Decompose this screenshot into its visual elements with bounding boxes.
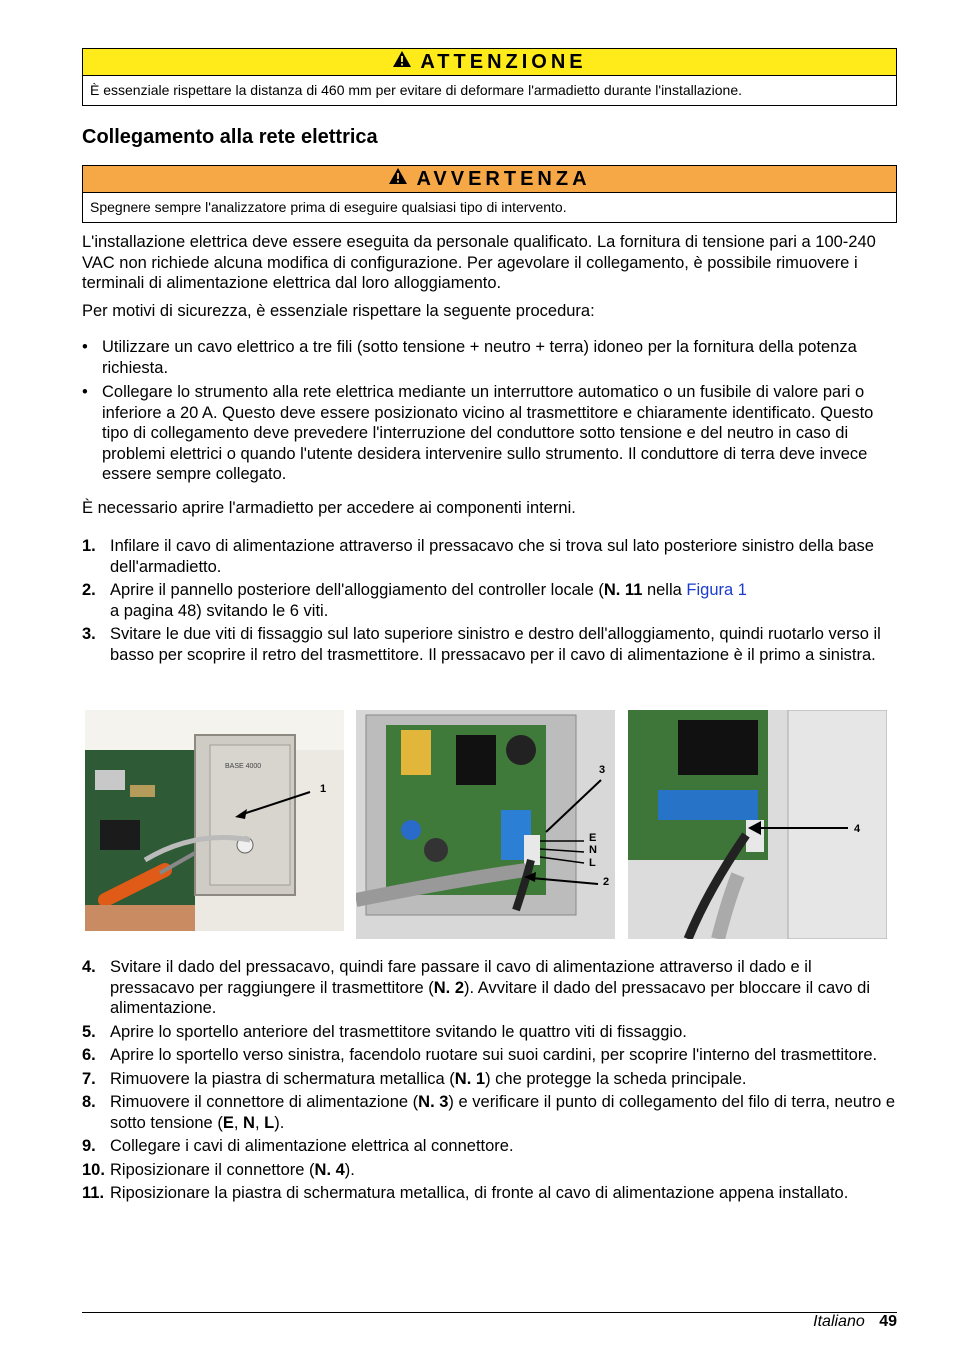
list-item: • Collegare lo strumento alla rete elettrica mediante un interruttore automatico o un fusibile di valore pari o inferiore a 20 A. Questo deve essere posizionato vicino al trasmettitore e chiaramente identificato. Questo tipo di collegamento deve prevedere l'interruzione del conduttore sotto tensione e del neutro in caso di problemi elettrici o quando l'utente desidera intervenire sullo strumento. Il conduttore di terra deve invece essere sempre collegato. [82,382,897,485]
callout-n: N [589,844,597,856]
list-item: • Utilizzare un cavo elettrico a tre fili (sotto tensione + neutro + terra) idoneo per la fornitura della potenza richiesta. [82,337,897,378]
list-item: 11. Riposizionare la piastra di schermatura metallica, di fronte al cavo di alimentazione appena installato. [82,1184,849,1202]
steps-list-a [82,536,897,668]
warning-triangle-icon [388,167,408,191]
caution-title: ATTENZIONE [420,50,587,73]
safety-list [82,337,897,489]
photo-power-connector [628,710,887,939]
footer [813,1313,897,1331]
safety-intro: Per motivi di sicurezza, è essenziale rispettare la seguente procedura: [82,302,595,320]
cabinet-note: È necessario aprire l'armadietto per accedere ai componenti interni. [82,499,576,517]
warning-header [83,166,896,193]
list-item: 2. Aprire il pannello posteriore dell'alloggiamento del controller locale (N. 11 nella Figura 1 a pagina 48) svitando le 6 viti. [82,581,747,620]
photo-controller-panel [85,710,344,931]
figure-link[interactable]: Figura 1 [686,581,747,599]
callout-4: 4 [854,823,861,835]
list-item: 3. Svitare le due viti di fissaggio sul lato superiore sinistro e destro dell'alloggiamento, quindi ruotarlo verso il basso per scoprire il retro del trasmettitore. Il pressacavo per il cavo di alimentazione è il primo a sinistra. [82,625,881,664]
callout-e: E [589,832,597,844]
warning-title: AVVERTENZA [416,167,591,190]
footer-language: Italiano [813,1313,865,1330]
warning-box [82,165,897,223]
warning-text: Spegnere sempre l'analizzatore prima di eseguire qualsiasi tipo di intervento. [90,199,567,215]
list-item: 4. Svitare il dado del pressacavo, quindi fare passare il cavo di alimentazione attraverso il dado e il pressacavo per raggiungere il trasmettitore (N. 2). Avvitare il dado del pressacavo per bloccare il cavo di alimentazione. [82,958,870,1017]
list-item: 8. Rimuovere il connettore di alimentazione (N. 3) e verificare il punto di collegamento del filo di terra, neutro e sotto tensione (E, N, L). [82,1093,896,1132]
callout-2: 2 [603,876,610,888]
list-item: 10. Riposizionare il connettore (N. 4). [82,1160,355,1179]
intro-paragraph: L'installazione elettrica deve essere eseguita da personale qualificato. La fornitura di tensione pari a 100-240 VAC non richiede alcuna modifica di configurazione. Per agevolare il collegamento, è possibile rimuovere i terminali di alimentazione elettrica dal loro alloggiamento. [82,233,876,292]
caution-box [82,48,897,106]
steps-list-b [82,957,897,1207]
caution-header [83,49,896,76]
list-item: 1. Infilare il cavo di alimentazione attraverso il pressacavo che si trova sul lato posteriore sinistro della base dell'armadietto. [82,537,874,576]
callout-3: 3 [599,764,606,776]
list-item: 6. Aprire lo sportello verso sinistra, facendolo ruotare sui suoi cardini, per scoprire l'interno del trasmettitore. [82,1046,878,1064]
footer-divider [82,1312,897,1313]
page-number: 49 [879,1313,897,1330]
list-item: 5. Aprire lo sportello anteriore del trasmettitore svitando le quattro viti di fissaggio. [82,1022,687,1041]
list-item: 7. Rimuovere la piastra di schermatura metallica (N. 1) che protegge la scheda principale. [82,1069,747,1088]
photo-transmitter-board [356,710,615,939]
section-title: Collegamento alla rete elettrica [82,126,378,148]
warning-triangle-icon [392,50,412,74]
panel-label: BASE 4000 [225,763,262,770]
callout-1: 1 [320,783,327,795]
list-item: 9. Collegare i cavi di alimentazione elettrica al connettore. [82,1137,514,1155]
caution-text: È essenziale rispettare la distanza di 460 mm per evitare di deformare l'armadietto durante l'installazione. [90,82,743,98]
callout-l: L [589,857,596,869]
